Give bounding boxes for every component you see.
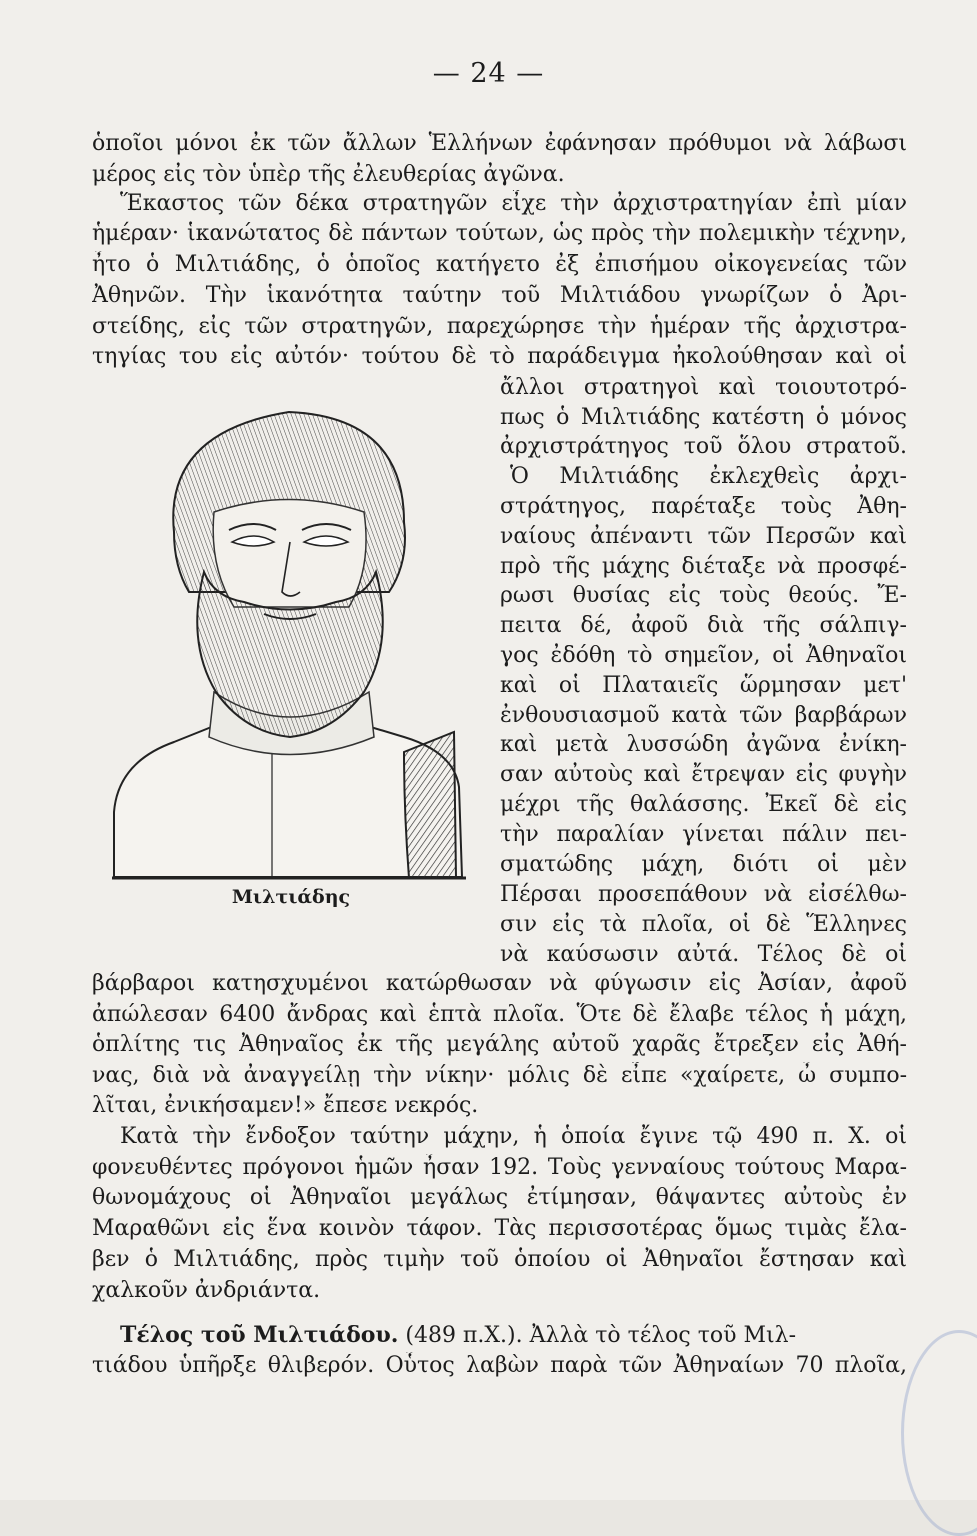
library-stamp	[901, 1330, 977, 1536]
section-heading: Τέλος τοῦ Μιλτιάδου.	[120, 1322, 399, 1348]
miltiades-bust-illustration	[104, 392, 474, 880]
text-line: ἄλλοι στρατηγοὶ καὶ τοιουτοτρό-	[500, 375, 907, 400]
text-line: τηγίας του εἰς αὐτόν· τούτου δὲ τὸ παράδειγμα ἠκολούθησαν καὶ οἱ	[92, 344, 907, 369]
text-line: χαλκοῦν ἀνδριάντα.	[92, 1278, 321, 1303]
text-line: βεν ὁ Μιλτιάδης, πρὸς τιμὴν τοῦ ὁποίου οἱ Ἀθηναῖοι ἔστησαν καὶ	[92, 1247, 907, 1272]
text-line: Ἕκαστος τῶν δέκα στρατηγῶν εἶχε τὴν ἀρχιστρατηγίαν ἐπὶ μίαν	[120, 191, 907, 216]
text-line: φονευθέντες πρόγονοι ἡμῶν ἦσαν 192. Τοὺς γενναίους τούτους Μαρα-	[92, 1155, 907, 1180]
text-line: ἀρχιστράτηγος τοῦ ὅλου στρατοῦ.	[500, 434, 907, 459]
text-line: λῖται, ἐνικήσαμεν!» ἔπεσε νεκρός.	[92, 1093, 479, 1118]
text-line: καὶ μετὰ λυσσώδη ἀγῶνα ἐνίκη-	[500, 732, 907, 757]
text-line: νὰ καύσωσιν αὐτά. Τέλος δὲ οἱ	[500, 942, 907, 967]
text-line: μέχρι τῆς θαλάσσης. Ἐκεῖ δὲ εἰς	[500, 792, 907, 817]
text-line: γος ἐδόθη τὸ σημεῖον, οἱ Ἀθηναῖοι	[500, 643, 907, 668]
page-number: — 24 —	[432, 58, 545, 89]
text-line: μέρος εἰς τὸν ὑπὲρ τῆς ἐλευθερίας ἀγῶνα.	[92, 162, 565, 187]
section-heading-line	[92, 1321, 907, 1350]
text-line: ἀπώλεσαν 6400 ἄνδρας καὶ ἑπτὰ πλοῖα. Ὅτε δὲ ἔλαβε τέλος ἡ μάχη,	[92, 1002, 907, 1027]
text-line: νας, διὰ νὰ ἀναγγείλῃ τὴν νίκην· μόλις δὲ εἶπε «χαίρετε, ὦ συμπο-	[92, 1063, 907, 1088]
section-heading-text: (489 π.Χ.). Ἀλλὰ τὸ τέλος τοῦ Μιλ-	[398, 1323, 797, 1348]
text-line: τὴν παραλίαν γίνεται πάλιν πει-	[500, 822, 907, 847]
text-line: στράτηγος, παρέταξε τοὺς Ἀθη-	[500, 494, 907, 519]
text-line: Πέρσαι προσεπάθουν νὰ εἰσέλθω-	[500, 882, 907, 907]
text-line: πειτα δέ, ἀφοῦ διὰ τῆς σάλπιγ-	[500, 613, 907, 638]
text-line: πρὸ τῆς μάχης διέταξε νὰ προσφέ-	[500, 554, 907, 579]
text-line: Κατὰ τὴν ἔνδοξον ταύτην μάχην, ἡ ὁποία ἔγινε τῷ 490 π. Χ. οἱ	[120, 1124, 907, 1149]
text-line: ὁπλίτης τις Ἀθηναῖος ἐκ τῆς μεγάλης αὐτοῦ χαρᾶς ἔτρεξεν εἰς Ἀθή-	[92, 1032, 907, 1057]
text-line: σαν αὐτοὺς καὶ ἔτρεψαν εἰς φυγὴν	[500, 762, 907, 787]
text-line: Ἀθηνῶν. Τὴν ἱκανότητα ταύτην τοῦ Μιλτιάδου γνωρίζων ὁ Ἀρι-	[92, 283, 907, 308]
text-line: σιν εἰς τὰ πλοῖα, οἱ δὲ Ἕλληνες	[500, 912, 907, 937]
text-line: θωνομάχους οἱ Ἀθηναῖοι μεγάλως ἐτίμησαν, θάψαντες αὐτοὺς ἐν	[92, 1185, 907, 1210]
text-line: ὁποῖοι μόνοι ἐκ τῶν ἄλλων Ἑλλήνων ἐφάνησαν πρόθυμοι νὰ λάβωσι	[92, 131, 907, 156]
text-line: ἐνθουσιασμοῦ κατὰ τῶν βαρβάρων	[500, 703, 907, 728]
text-line: πως ὁ Μιλτιάδης κατέστη ὁ μόνος	[500, 405, 907, 430]
text-line: ρωσι θυσίας εἰς τοὺς θεούς. Ἔ-	[500, 583, 907, 608]
text-line: ναίους ἀπέναντι τῶν Περσῶν καὶ	[500, 524, 907, 549]
portrait-caption: Μιλτιάδης	[231, 886, 351, 908]
text-line: τιάδου ὑπῆρξε θλιβερόν. Οὗτος λαβὼν παρὰ τῶν Ἀθηναίων 70 πλοῖα,	[92, 1353, 907, 1378]
text-line: στείδης, εἰς τῶν στρατηγῶν, παρεχώρησε τὴν ἡμέραν τῆς ἀρχιστρα-	[92, 314, 907, 339]
text-line: Ὁ Μιλτιάδης ἐκλεχθεὶς ἀρχι-	[510, 464, 907, 489]
text-line: ἦτο ὁ Μιλτιάδης, ὁ ὁποῖος κατήγετο ἐξ ἐπισήμου οἰκογενείας τῶν	[92, 252, 907, 277]
text-line: καὶ οἱ Πλαταιεῖς ὥρμησαν μετ'	[500, 673, 907, 698]
text-line: ἡμέραν· ἱκανώτατος δὲ πάντων τούτων, ὡς πρὸς τὴν πολεμικὴν τέχνην,	[92, 221, 907, 246]
text-line: σματώδης μάχη, διότι οἱ μὲν	[500, 852, 907, 877]
text-line: Μαραθῶνι εἰς ἕνα κοινὸν τάφον. Τὰς περισσοτέρας ὅμως τιμὰς ἔλα-	[92, 1216, 907, 1241]
text-line: βάρβαροι κατησχυμένοι κατώρθωσαν νὰ φύγωσιν εἰς Ἀσίαν, ἀφοῦ	[92, 971, 907, 996]
